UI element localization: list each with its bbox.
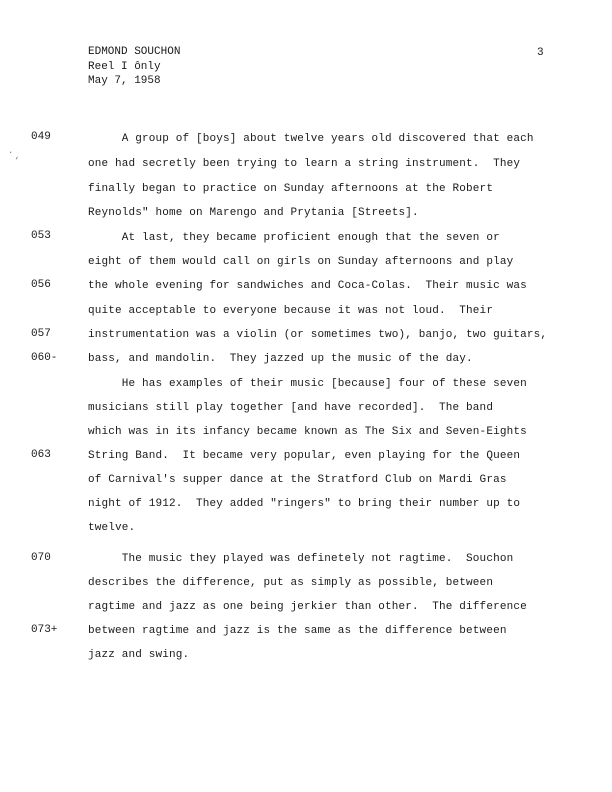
text-line: of Carnival's supper dance at the Stratford Club on Mardi Gras: [88, 474, 507, 486]
text-line: He has examples of their music [because] four of these seven: [88, 378, 527, 390]
header-date: May 7, 1958: [88, 75, 161, 87]
text-line: one had secretly been trying to learn a string instrument. They: [88, 158, 521, 170]
scan-speck: ‘: [14, 156, 20, 166]
text-line: At last, they became proficient enough that the seven or: [88, 232, 500, 244]
document-header: [88, 45, 180, 89]
margin-marker: 060-: [31, 352, 58, 364]
text-line: which was in its infancy became known as The Six and Seven-Eights: [88, 426, 527, 438]
margin-marker: 053: [31, 230, 51, 242]
text-line: describes the difference, put as simply as possible, between: [88, 577, 494, 589]
header-name: EDMOND SOUCHON: [88, 46, 181, 58]
text-line: finally began to practice on Sunday afternoons at the Robert: [88, 183, 494, 195]
margin-marker: 070: [31, 552, 51, 564]
text-line: jazz and swing.: [88, 649, 190, 661]
text-line: bass, and mandolin. They jazzed up the music of the day.: [88, 353, 473, 365]
text-line: A group of [boys] about twelve years old discovered that each: [88, 133, 534, 145]
text-line: twelve.: [88, 522, 136, 534]
text-line: eight of them would call on girls on Sunday afternoons and play: [88, 256, 514, 268]
text-line: The music they played was definetely not ragtime. Souchon: [88, 553, 514, 565]
margin-marker: 049: [31, 131, 51, 143]
header-reel: Reel I ônly: [88, 60, 161, 73]
margin-marker: 073+: [31, 624, 58, 636]
text-line: the whole evening for sandwiches and Coca-Colas. Their music was: [88, 280, 527, 292]
page-number: 3: [537, 47, 544, 59]
text-line: ragtime and jazz as one being jerkier than other. The difference: [88, 601, 527, 613]
text-line: quite acceptable to everyone because it was not loud. Their: [88, 305, 494, 317]
margin-marker: 063: [31, 449, 51, 461]
text-line: musicians still play together [and have recorded]. The band: [88, 402, 494, 414]
text-line: between ragtime and jazz is the same as the difference between: [88, 625, 507, 637]
margin-marker: 056: [31, 279, 51, 291]
margin-marker: 057: [31, 328, 51, 340]
text-line: Reynolds" home on Marengo and Prytania [Streets].: [88, 207, 419, 219]
scan-speck: ·: [8, 148, 14, 158]
text-line: String Band. It became very popular, even playing for the Queen: [88, 450, 521, 462]
text-line: night of 1912. They added "ringers" to bring their number up to: [88, 498, 521, 510]
text-line: instrumentation was a violin (or sometimes two), banjo, two guitars,: [88, 329, 548, 341]
